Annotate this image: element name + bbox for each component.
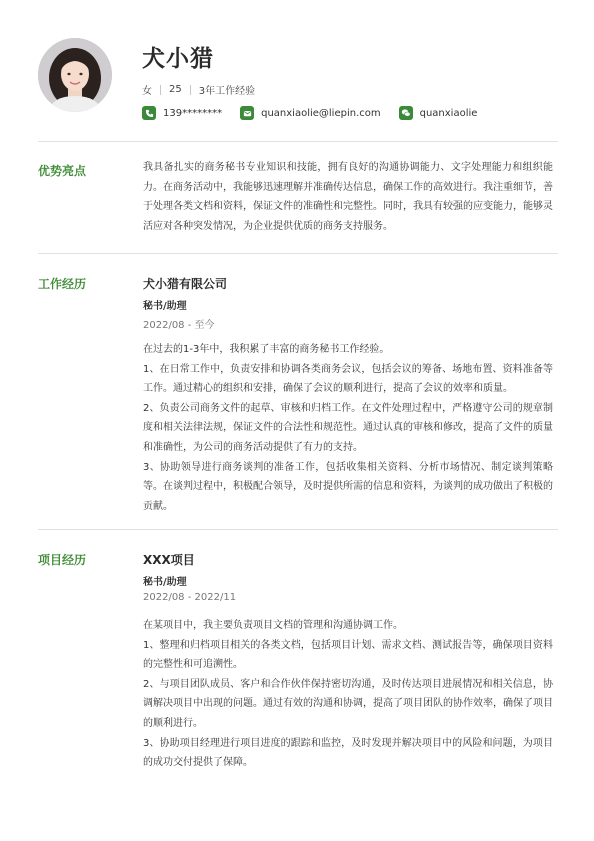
email-icon (240, 106, 254, 120)
candidate-name: 犬小猎 (142, 46, 214, 72)
section-divider (38, 529, 558, 530)
email-contact[interactable] (240, 106, 381, 120)
company-name: 犬小猎有限公司 (143, 277, 228, 291)
job-role: 秘书/助理 (143, 301, 187, 312)
wechat-contact[interactable] (399, 106, 478, 120)
separator (190, 85, 191, 95)
avatar-photo (38, 38, 112, 112)
resume-header (38, 36, 558, 119)
separator (160, 85, 161, 95)
project-date: 2022/08 - 2022/11 (143, 592, 237, 603)
section-title-strengths: 优势亮点 (38, 164, 87, 178)
email-address: quanxiaolie@liepin.com (261, 107, 381, 119)
phone-icon (142, 106, 156, 120)
work-experience-years: 3年工作经验 (198, 86, 256, 97)
project-role: 秘书/助理 (143, 577, 187, 588)
work-paragraph: 3、协助领导进行商务谈判的准备工作，包括收集相关资料、分析市场情况、制定谈判策略等。在谈判过程中，积极配合领导，及时提供所需的信息和资料，为谈判的成功做出了积极的贡献。 (143, 461, 553, 512)
section-divider (38, 253, 558, 254)
project-paragraph: 2、与项目团队成员、客户和合作伙伴保持密切沟通，及时传达项目进展情况和相关信息，协调解决项目中出现的问题。通过有效的沟通和协调，提高了项目团队的协作效率，确保了项目的顺利进行。 (143, 678, 553, 729)
gender: 女 (142, 86, 152, 97)
project-paragraph: 1、整理和归档项目相关的各类文档，包括项目计划、需求文档、测试报告等，确保项目资料的完整性和可追溯性。 (143, 639, 553, 671)
section-title-project: 项目经历 (38, 553, 87, 567)
work-paragraph: 1、在日常工作中，负责安排和协调各类商务会议，包括会议的筹备、场地布置、资料准备等工作。通过精心的组织和安排，确保了会议的顺利进行，提高了会议的效率和质量。 (143, 363, 553, 395)
work-description (143, 340, 553, 516)
strengths-text: 我具备扎实的商务秘书专业知识和技能，拥有良好的沟通协调能力、文字处理能力和组织能力。在商务活动中，我能够迅速理解并准确传达信息，确保工作的高效进行。我注重细节，善于处理各类文档和资料，保证文件的准确性和完整性。同时，我具有较强的应变能力，能够灵活应对各种突发情况，为企业提供优质的商务支持服务。 (143, 162, 553, 232)
project-paragraph: 在某项目中，我主要负责项目文档的管理和沟通协调工作。 (143, 620, 403, 631)
wechat-id: quanxiaolie (419, 107, 478, 119)
age: 25 (169, 84, 182, 95)
work-paragraph: 2、负责公司商务文件的起草、审核和归档工作。在文件处理过程中，严格遵守公司的规章制度和相关法律法规，保证文件的合法性和规范性。通过认真的审核和修改，提高了文件的质量和准确性，为公司的商务活动提供了有力的支持。 (143, 402, 553, 453)
job-date: 2022/08 - 至今 (143, 320, 215, 331)
basic-info (142, 82, 255, 97)
phone-number: 139******** (163, 107, 223, 119)
avatar (38, 38, 112, 112)
project-name: XXX项目 (143, 553, 195, 567)
phone-contact[interactable] (142, 106, 222, 120)
work-paragraph: 在过去的1-3年中，我积累了丰富的商务秘书工作经验。 (143, 344, 390, 355)
section-title-work: 工作经历 (38, 277, 87, 291)
wechat-icon (399, 106, 413, 120)
contact-info (142, 106, 495, 120)
section-divider (38, 141, 558, 142)
project-description (143, 616, 553, 773)
project-paragraph: 3、协助项目经理进行项目进度的跟踪和监控，及时发现并解决项目中的风险和问题，为项目的成功交付提供了保障。 (143, 737, 553, 769)
